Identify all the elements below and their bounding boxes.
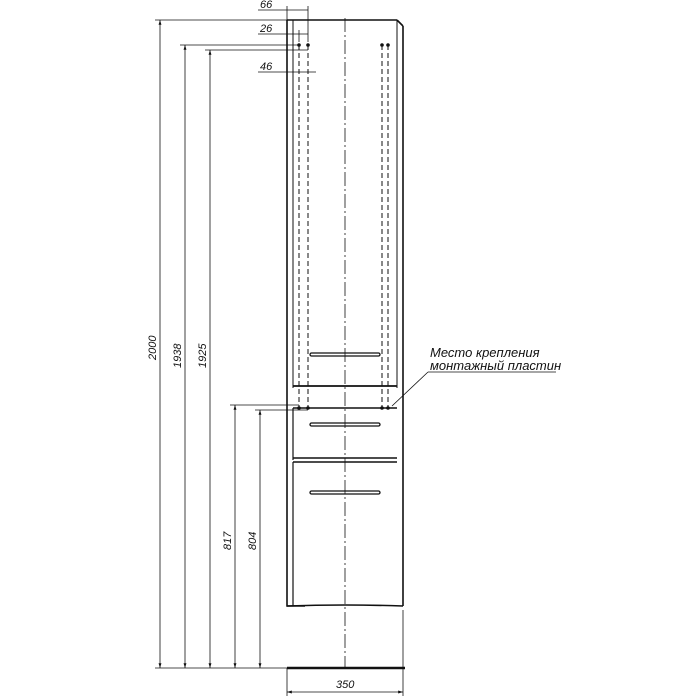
dim-817-label: 817 bbox=[222, 531, 234, 550]
cabinet-bottom bbox=[287, 605, 403, 606]
dim-1938-label: 1938 bbox=[172, 343, 184, 368]
dim-2000-label: 2000 bbox=[147, 335, 159, 360]
dim-350-label: 350 bbox=[336, 679, 355, 691]
note-line-1: Место крепления bbox=[430, 345, 540, 360]
dim-26-label: 26 bbox=[260, 23, 273, 35]
dim-46-label: 46 bbox=[260, 61, 273, 73]
front-right-edge bbox=[397, 20, 403, 26]
dim-1925-label: 1925 bbox=[197, 343, 209, 368]
note-line-2: монтажный пластин bbox=[430, 358, 562, 373]
side-panel bbox=[287, 20, 305, 606]
dim-66-label: 66 bbox=[260, 0, 273, 11]
dim-804-label: 804 bbox=[247, 531, 259, 550]
